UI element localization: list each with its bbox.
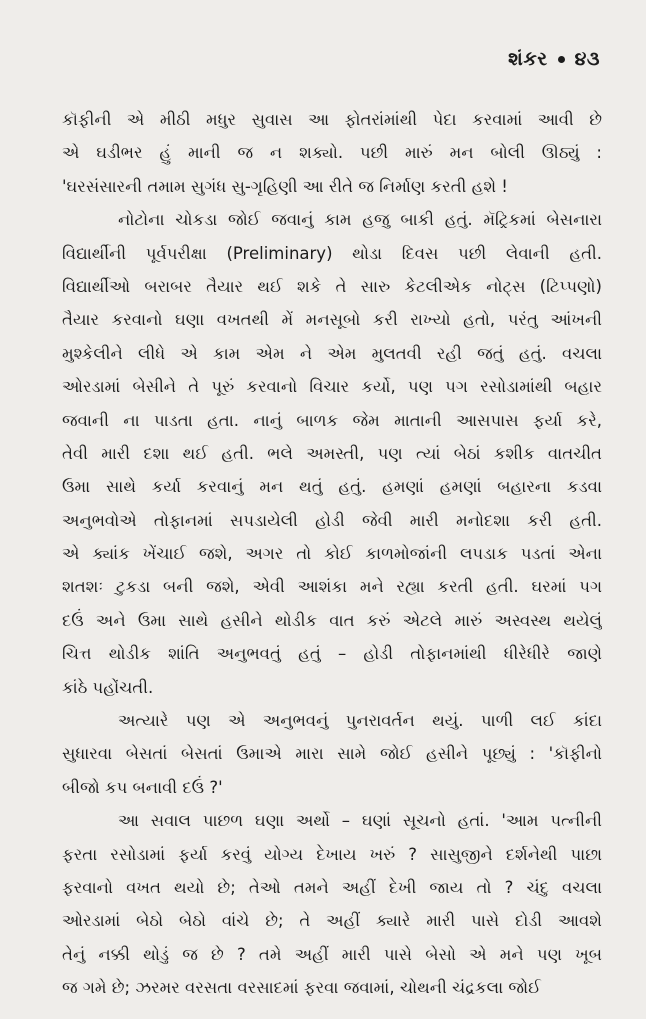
paragraph	[62, 704, 602, 804]
paragraph	[62, 103, 602, 203]
text-line: કૉફીની એ મીઠી મધુર સુવાસ આ ફોતરાંમાંથી પેદા કરવામાં આવી છે	[62, 110, 602, 129]
text-line: અનુભવોએ તોફાનમાં સપડાયેલી હોડી જેવી મારી મનોદશા કરી હતી.	[62, 510, 602, 530]
text-line: તેવી મારી દશા થઈ હતી. ભલે અમસ્તી, પણ ત્યાં બેઠાં કશીક વાતચીત	[62, 443, 602, 463]
body-text	[62, 103, 602, 1005]
text-line: ફરતા રસોડામાં ફર્યા કરવું યોગ્ય દેખાય ખરું ? સાસુજીને દર્શનેથી પાછા	[62, 844, 602, 864]
paragraph	[62, 203, 602, 704]
text-line: એ ક્યાંક ખેંચાઈ જશે, અગર તો કોઈ કાળમોજાંની લપડાક પડતાં એના	[62, 544, 602, 564]
text-line: ચિત્ત થોડીક શાંતિ અનુભવતું હતું – હોડી તોફાનમાંથી ધીરેધીરે જાણે	[62, 644, 602, 664]
text-line: મુશ્કેલીને લીધે એ કામ એમ ને એમ મુલતવી રહી જતું હતું. વચલા	[62, 343, 602, 363]
text-line: જવાની ના પાડતા હતા. નાનું બાળક જેમ માતાની આસપાસ ફર્યા કરે,	[62, 410, 602, 430]
text-line: દઉં અને ઉમા સાથે હસીને થોડીક વાત કરું એટલે મારું અસ્વસ્થ થયેલું	[62, 610, 602, 630]
page-number: ૪૩	[574, 48, 600, 70]
text-line: નોટોના ચોકડા જોઈ જવાનું કામ હજુ બાકી હતું. મૅટ્રિકમાં બેસનારા	[118, 210, 602, 230]
text-line: વિદ્યાર્થીઓ બરાબર તૈયાર થઈ શકે તે સારુ કેટલીએક નોટ્સ (ટિપ્પણો)	[62, 276, 602, 296]
bullet-separator	[558, 56, 565, 63]
running-header	[508, 48, 600, 70]
text-line: ઓરડામાં બેઠો બેઠો વાંચે છે; તે અહીં ક્યારે મારી પાસે દોડી આવશે	[62, 911, 602, 931]
text-line: આ સવાલ પાછળ ઘણા અર્થો – ઘણાં સૂચનો હતાં. 'આમ પત્નીની	[118, 811, 602, 831]
text-line: કાંઠે પહોંચતી.	[62, 677, 154, 697]
text-line: 'ઘરસંસારની તમામ સુગંધ સુ-ગૃહિણી આ રીતે જ નિર્માણ કરતી હશે !	[62, 176, 508, 196]
paragraph	[62, 804, 602, 1004]
text-line: બીજો કપ બનાવી દઉં ?'	[62, 777, 223, 797]
text-line: ઉમા સાથે કર્યા કરવાનું મન થતું હતું. હમણાં હમણાં બહારના કડવા	[62, 477, 602, 497]
header-title: શંકર	[508, 48, 548, 70]
text-line: સુધારવા બેસતાં બેસતાં ઉમાએ મારા સામે જોઈ હસીને પૂછ્યું : 'કૉફીનો	[62, 744, 602, 764]
text-line: તૈયાર કરવાનો ઘણા વખતથી મેં મનસૂબો કરી રાખ્યો હતો, પરંતુ આંખની	[62, 310, 602, 330]
text-line: વિદ્યાર્થીની પૂર્વપરીક્ષા (Preliminary) થોડા દિવસ પછી લેવાની હતી.	[62, 243, 602, 263]
text-line: શતશઃ ટુકડા બની જશે, એવી આશંકા મને રહ્યા કરતી હતી. ઘરમાં પગ	[62, 577, 602, 597]
text-line: એ ઘડીભર હું માની જ ન શક્યો. પછી મારું મન બોલી ઊઠ્યું :	[62, 143, 602, 163]
text-line: ઓરડામાં બેસીને તે પૂરું કરવાનો વિચાર કર્યો, પણ પગ રસોડામાંથી બહાર	[62, 377, 602, 397]
text-line: અત્યારે પણ એ અનુભવનું પુનરાવર્તન થયું. પાળી લઈ કાંદા	[118, 711, 602, 731]
text-line: ફરવાનો વખત થયો છે; તેઓ તમને અહીં દેખી જાય તો ? ચંદુ વચલા	[62, 877, 602, 897]
text-line: જ ગમે છે; ઝરમર વરસતા વરસાદમાં ફરવા જવામાં, ચોથની ચંદ્રકલા જોઈ	[62, 978, 541, 998]
text-line: તેનું નક્કી થોડું જ છે ? તમે અહીં મારી પાસે બેસો એ મને પણ ખૂબ	[62, 944, 602, 964]
